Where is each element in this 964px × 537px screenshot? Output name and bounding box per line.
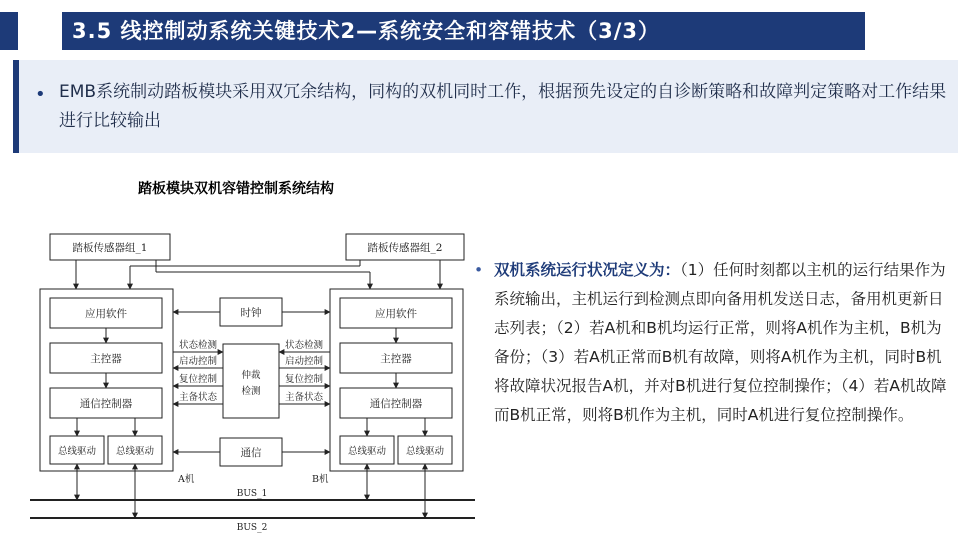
slide-title: 3.5 线控制动系统关键技术2—系统安全和容错技术（3/3） (62, 12, 865, 50)
bus2-label: BUS_2 (236, 523, 268, 533)
clock-label: 时钟 (240, 307, 262, 319)
comm-ctrl-b-label: 通信控制器 (369, 398, 423, 410)
signal-left-0: 状态检测 (178, 340, 218, 351)
app-b-label: 应用软件 (375, 308, 417, 320)
sensor-b-label: 踏板传感器组_2 (367, 242, 443, 254)
diagram-title: 踏板模块双机容错控制系统结构 (138, 181, 334, 197)
bus-drive-b1-label: 总线驱动 (347, 446, 387, 457)
description-heading: 双机系统运行状况定义为： (494, 261, 681, 279)
machine-b-label: B机 (312, 474, 329, 485)
description (474, 256, 956, 430)
ctrl-a-label: 主控器 (90, 353, 122, 365)
signal-right-3: 主备状态 (284, 392, 324, 403)
bus-drive-b2-label: 总线驱动 (405, 446, 445, 457)
bullet-icon: • (474, 261, 484, 279)
description-body: （1）任何时刻都以主机的运行结果作为系统输出，主机运行到检测点即向备用机发送日志，备用机更新日志列表；（2）若A机和B机均运行正常，则将A机作为主机，B机为备份；（3）若A机正常而B机有故障，则将A机作为主机，同时B机将故障状况报告A机，并对B机进行复位控制操作；（4）若A机故障而B机正常，则将B机作为主机，同时A机进行复位控制操作。 (494, 261, 947, 424)
intro-text: EMB系统制动踏板模块采用双冗余结构，同构的双机同时工作，根据预先设定的自诊断策略和故障判定策略对工作结果进行比较输出 (59, 82, 947, 131)
signal-left-1: 启动控制 (178, 356, 218, 367)
signal-left-2: 复位控制 (178, 374, 218, 385)
ctrl-b-label: 主控器 (380, 353, 412, 365)
comm-ctrl-a-label: 通信控制器 (79, 398, 133, 410)
arbiter-label: 仲裁检测 (241, 370, 261, 397)
bus-drive-a1-label: 总线驱动 (57, 446, 97, 457)
bus1-label: BUS_1 (236, 489, 268, 499)
fault-tolerance-diagram (30, 228, 475, 534)
intro-box (13, 60, 958, 153)
title-bar (0, 12, 865, 50)
signal-right-1: 启动控制 (284, 356, 324, 367)
title-accent (0, 12, 18, 50)
machine-a-label: A机 (178, 474, 195, 485)
sensor-a-label: 踏板传感器组_1 (72, 242, 148, 254)
arbiter-box (223, 344, 279, 418)
signal-right-0: 状态检测 (284, 340, 324, 351)
bullet-icon: • (35, 84, 46, 105)
signal-left-3: 主备状态 (178, 392, 218, 403)
signal-right-2: 复位控制 (284, 374, 324, 385)
app-a-label: 应用软件 (85, 308, 127, 320)
comm-label: 通信 (240, 447, 262, 459)
bus-drive-a2-label: 总线驱动 (115, 446, 155, 457)
